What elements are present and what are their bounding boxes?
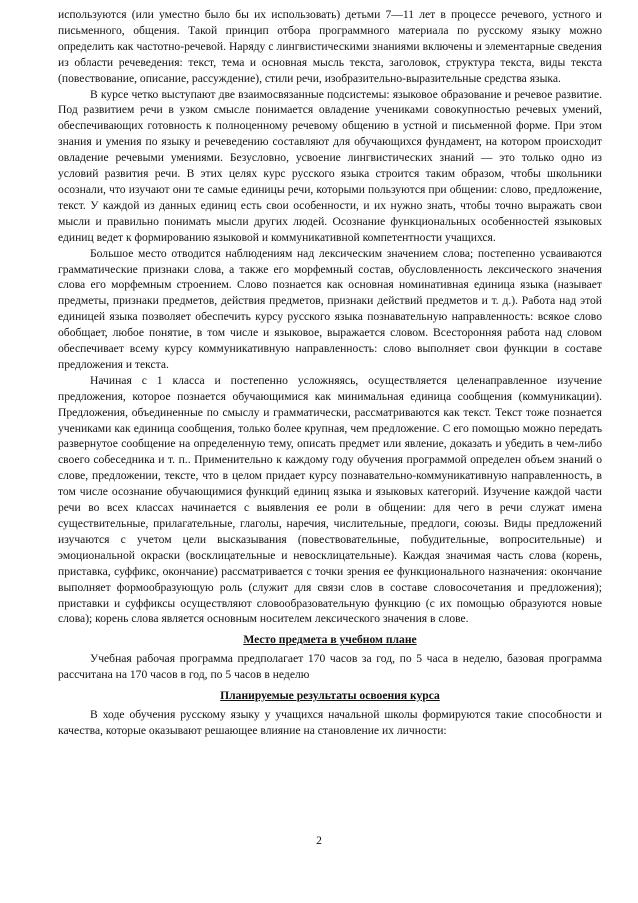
paragraph-results: В ходе обучения русскому языку у учащихся начальной школы формируются такие способности и качества, которые оказывают решающее влияние на становление их личности:: [58, 707, 602, 737]
paragraph-lexical: Большое место отводится наблюдениям над лексическим значением слова; постепенно усваиваются грамматические признаки слова, а также его морфемный состав, обусловленность лексического значения слова его морфемным строением. Слово познается как основная номинативная единица языка (называет предметы, признаки предметов, действия предметов, признаки действий предметов и т. д.). Работа над этой единицей языка позволяет обеспечить курсу русского языка познавательную направленность: всякое слово обобщает, любое понятие, в том числе и языковое, выражается словом. Всесторонняя работа над словом обеспечивает всему курсу коммуникативную направленность: слово выполняет свои функции в составе предложения и текста.: [58, 246, 602, 371]
paragraph-place: Учебная рабочая программа предполагает 170 часов за год, по 5 часа в неделю, базовая программа рассчитана на 170 часов в год, по 5 часов в неделю: [58, 652, 602, 682]
paragraph-sentence: Начиная с 1 класса и постепенно усложняясь, осуществляется целенаправленное изучение предложения, которое познается обучающимися как минимальная единица сообщения (коммуникации). Предложения, объединенные по смыслу и грамматически, рассматриваются как текст. Текст тоже познается учениками как единица сообщения, только более крупная, чем предложение. С его помощью можно передать развернутое сообщение на определенную тему, описать предмет или явление, доказать и убедить в чем-либо своего собеседника и т. п.. Применительно к каждому году обучения программой определен объем знаний о слове, предложении, тексте, что в целом придает курсу познавательно-коммуникативную направленность, в том числе осознание обучающимися функций единиц языка и языковых категорий. Изучение каждой части речи во всех классах начинается с выявления ее роли в общении: для чего в речи служат имена существительные, прилагательные, глаголы, наречия, числительные, предлоги, союзы. Виды предложений изучаются с учетом цели высказывания (повествовательные, побудительные, вопросительные) и эмоциональной окраски (восклицательные и невосклицательные). Каждая значимая часть слова (корень, приставка, суффикс, окончание) рассматривается с точки зрения ее функционального назначения: окончание выполняет формообразующую роль (служит для связи слов в составе словосочетания и предложения); приставки и суффиксы осуществляют словообразовательную функцию (с их помощью образуются новые слова); корень слова является основным носителем лексического значения в слове.: [58, 373, 602, 626]
paragraph-subsystems: В курсе четко выступают две взаимосвязанные подсистемы: языковое образование и речевое развитие. Под развитием речи в узком смысле понимается овладение учениками совокупностью речевых умений, обеспечивающих готовность к полноценному речевому общению в устной и письменной форме. При этом знания и умения по языку и речеведению составляют для обучающихся фундамент, на котором происходит овладение речевыми умениями. Безусловно, усвоение лингвистических знаний — это только одно из условий развития речи. В этих целях курс русского языка строится таким образом, чтобы школьники осознали, что изучают они те самые единицы речи, которыми пользуются при общении: слово, предложение, текст. У каждой из данных единиц есть свои особенности, и их нужно знать, чтобы точно выражать свои мысли и правильно понимать мысли других людей. Осознание функциональных особенностей языковых единиц ведет к формированию языковой и коммуникативной компетентности учащихся.: [58, 87, 602, 244]
section-title-place: Место предмета в учебном плане: [243, 633, 417, 647]
page-number: 2: [316, 834, 322, 847]
document-page: [58, 7, 602, 739]
section-title-results: Планируемые результаты освоения курса: [220, 689, 440, 703]
paragraph-intro: используются (или уместно было бы их использовать) детьми 7—11 лет в процессе речевого, устного и письменного, общения. Такой принцип отбора программного материала по русскому языку можно определить как частотно-речевой. Наряду с лингвистическими знаниями включены и элементарные сведения из области речеведения: текст, тема и основная мысль текста, заголовок, структура текста, виды текста (повествование, описание, рассуждение), стили речи, изобразительно-выразительные средства языка.: [58, 8, 602, 85]
